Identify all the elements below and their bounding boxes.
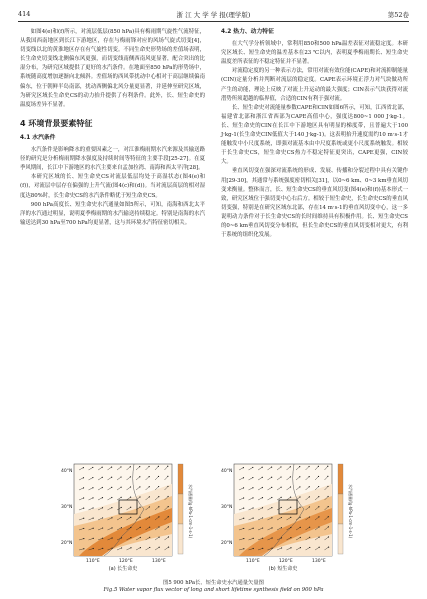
- flux-vector-arrowhead: [281, 537, 282, 538]
- flux-vector-arrowhead: [159, 547, 160, 548]
- flux-vector-arrowhead: [299, 496, 300, 497]
- flux-vector-arrowhead: [328, 546, 329, 547]
- flux-vector-arrowhead: [130, 476, 131, 477]
- flux-vector-arrowhead: [308, 466, 309, 467]
- flux-vector-arrowhead: [149, 516, 150, 517]
- flux-vector-arrowhead: [262, 527, 263, 528]
- flux-vector-arrowhead: [327, 486, 328, 487]
- flux-vector-arrowhead: [130, 547, 131, 548]
- flux-vector-arrowhead: [158, 486, 159, 487]
- flux-vector-arrowhead: [168, 536, 169, 537]
- flux-vector-arrowhead: [328, 536, 329, 537]
- flux-vector-arrowhead: [243, 467, 244, 468]
- lon-tick-label: 110°E: [246, 559, 260, 564]
- panel-long-lifetime: [60, 460, 200, 572]
- panel-label: (a) 长生命史: [108, 566, 138, 572]
- flux-vector-arrowhead: [102, 487, 103, 488]
- header-rule: [18, 21, 409, 22]
- flux-vector-arrowhead: [121, 527, 122, 528]
- flux-vector-arrowhead: [149, 537, 150, 538]
- paragraph: 如图4(e)和(f)所示，对流层低层(850 hPa)具有梅雨期气旋性气流特征，从我国西南地区到长江下游地区，存在与梅雨锋对应的风场气旋式切变[4]，切变线以北的黄淮地区存在有气旋性切变。不同生命史形势场的差值场表明，长生命史切变线北侧偏东风更强，而切变线南侧西南风更显著，配合突出的比湿分布，为研究区域提供了更好的水汽条件。在地面至850 hPa的形势场中，系统随高度增加逐渐向北倾斜。差值场的西风带扰动中心相对于高层继续偏南偏东，位于朝鲜半岛南部，扰动西侧偏北风分量更显著，并延伸至研究区域，为研究区域长生命史CS的动力抬升提供了有利条件。此外，长、短生命史的温度场差异不显著。: [20, 29, 205, 108]
- flux-vector-arrowhead: [262, 467, 263, 468]
- flux-vector-arrowhead: [102, 517, 103, 518]
- section-heading: 4 环境背景要素特征: [20, 118, 93, 128]
- flux-vector-arrowhead: [309, 537, 310, 538]
- flux-vector-arrowhead: [300, 527, 301, 528]
- flux-vector-arrowhead: [281, 507, 282, 508]
- flux-vector-arrowhead: [167, 486, 168, 487]
- flux-vector-arrowhead: [309, 547, 310, 548]
- flux-vector-arrowhead: [149, 506, 150, 507]
- flux-vector-arrowhead: [262, 487, 263, 488]
- flux-vector-arrowhead: [158, 516, 159, 517]
- flux-vector-arrowhead: [168, 506, 169, 507]
- colorbar-label: 水汽通量/(g·hPa-1·cm-1·s-1): [188, 484, 193, 539]
- flux-vector-arrowhead: [102, 497, 103, 498]
- flux-vector-arrowhead: [252, 477, 253, 478]
- colorbar-label: 水汽通量/(g·hPa-1·cm-1·s-1): [348, 484, 353, 539]
- flux-vector-arrowhead: [130, 527, 131, 528]
- flux-vector-arrowhead: [121, 507, 122, 508]
- flux-vector-arrowhead: [271, 487, 272, 488]
- flux-vector-arrowhead: [139, 496, 140, 497]
- paragraph: 900 hPa高度长、短生命史水汽通量如图5所示，可知，南海和西北太平洋的水汽通过明显，说明夏季梅雨期的水汽输送持续稳定。特别是南海的水汽输送达到30 hPa至700 hPa均更显著，这与其环境水汽特征密切相关。: [20, 201, 205, 226]
- flux-vector-arrowhead: [281, 497, 282, 498]
- flux-vector-arrowhead: [139, 486, 140, 487]
- flux-vector-arrowhead: [111, 507, 112, 508]
- flux-vector-arrowhead: [243, 538, 244, 539]
- flux-vector-arrowhead: [83, 528, 84, 529]
- flux-vector-arrowhead: [140, 527, 141, 528]
- flux-vector-arrowhead: [83, 477, 84, 478]
- lat-tick-label: 40°N: [61, 469, 73, 474]
- flux-vector-arrowhead: [243, 518, 244, 519]
- flux-vector-arrowhead: [158, 506, 159, 507]
- flux-vector-arrowhead: [140, 537, 141, 538]
- flux-vector-arrowhead: [102, 467, 103, 468]
- flux-vector-arrowhead: [327, 476, 328, 477]
- flux-vector-arrowhead: [243, 528, 244, 529]
- flux-vector-arrowhead: [92, 497, 93, 498]
- paragraph: 在大气学分析领域中，常利用850和500 hPa温差表征对流稳定度。本研究区域长、短生命史的温差基本在23 ℃以内，表明夏季梅雨期长、短生命史温度差所表征的不稳定特征并不显著。: [221, 41, 408, 66]
- flux-vector-arrowhead: [318, 526, 319, 527]
- flux-vector-arrowhead: [252, 467, 253, 468]
- flux-vector-arrowhead: [243, 508, 244, 509]
- flux-vector-arrowhead: [328, 506, 329, 507]
- flux-vector-arrowhead: [328, 516, 329, 517]
- flux-vector-arrowhead: [243, 477, 244, 478]
- flux-vector-arrowhead: [148, 466, 149, 467]
- flux-vector-arrowhead: [253, 517, 254, 518]
- left-column: [20, 28, 205, 228]
- paragraph: 垂直风切变在强深对流系统的形成、发展、传播和分裂过程中具有关键作用[29-30]，其通常与系统强度密切相关[31]，以0~6 km、0~3 km垂直风切变来衡量。整体而言，长、短生命史CS的垂直风切变(图4(e)和(f))基本形式一致，研究区域位于强切变中心右后方。相较于短生命史，长生命史CS的垂直风切变强，特别是在研究区域东北部，存在14 m·s-1的垂直风切变中心，这一多说明动力条件对于长生命史CS的长时间维持具有积极作用。长、短生命史CS的0~6 km垂直风切变分布相似，但长生命史CS的垂直风切变相对更大，有利于系统的组织化发展。: [221, 168, 408, 239]
- flux-vector-arrowhead: [318, 516, 319, 517]
- colorbar-segment: [178, 494, 183, 524]
- flux-vector-arrowhead: [318, 466, 319, 467]
- flux-vector-arrowhead: [280, 476, 281, 477]
- flux-vector-arrowhead: [309, 476, 310, 477]
- flux-vector-arrowhead: [149, 486, 150, 487]
- flux-vector-arrowhead: [271, 527, 272, 528]
- flux-vector-arrowhead: [327, 466, 328, 467]
- flux-vector-arrowhead: [121, 497, 122, 498]
- flux-vector-arrowhead: [130, 537, 131, 538]
- flux-vector-arrowhead: [243, 497, 244, 498]
- lon-tick-label: 110°E: [86, 559, 100, 564]
- flux-vector-arrowhead: [149, 547, 150, 548]
- flux-vector-arrowhead: [121, 547, 122, 548]
- flux-vector-arrowhead: [121, 517, 122, 518]
- flux-vector-arrowhead: [83, 548, 84, 549]
- lon-tick-label: 120°E: [119, 559, 133, 564]
- flux-vector-arrowhead: [121, 537, 122, 538]
- flux-vector-arrowhead: [93, 517, 94, 518]
- flux-vector-arrowhead: [92, 507, 93, 508]
- lon-tick-label: 130°E: [152, 559, 166, 564]
- flux-vector-arrowhead: [252, 487, 253, 488]
- flux-vector-arrowhead: [318, 476, 319, 477]
- flux-vector-arrowhead: [253, 548, 254, 549]
- flux-vector-arrowhead: [140, 547, 141, 548]
- flux-vector-arrowhead: [262, 507, 263, 508]
- flux-vector-arrowhead: [83, 508, 84, 509]
- colorbar-segment: [338, 494, 343, 524]
- flux-vector-arrowhead: [121, 487, 122, 488]
- flux-vector-arrowhead: [309, 486, 310, 487]
- flux-vector-arrowhead: [299, 506, 300, 507]
- flux-vector-arrowhead: [130, 497, 131, 498]
- flux-vector-arrowhead: [167, 476, 168, 477]
- flux-vector-arrowhead: [130, 517, 131, 518]
- figure-caption-en: Fig.5 Water vapor flux vector of long and short lifetime synthesis field on 900 hPa: [103, 587, 324, 593]
- flux-vector-arrowhead: [271, 517, 272, 518]
- flux-vector-arrowhead: [149, 527, 150, 528]
- flux-vector-arrowhead: [102, 548, 103, 549]
- flux-vector-arrowhead: [319, 547, 320, 548]
- paragraph: 对流稳定度的另一种表示方法，常用对流有效位能(CAPE)和对流抑制能量(CIN)定量分析并判断对流层的稳定度。CAPE表示环境正浮力对气块做功所产生的动能，理论上反映了对流上升运动的最大强度；CIN表示气块获得对流潜势所须超越的临界值，合适的CIN有利于强对流。: [221, 68, 408, 102]
- flux-vector-arrowhead: [92, 487, 93, 488]
- colorbar-segment: [178, 464, 183, 494]
- colorbar-segment: [338, 524, 343, 554]
- flux-vector-arrowhead: [168, 546, 169, 547]
- flux-vector-arrowhead: [280, 466, 281, 467]
- flux-vector-arrowhead: [111, 517, 112, 518]
- flux-vector-arrowhead: [158, 476, 159, 477]
- flux-vector-arrowhead: [93, 528, 94, 529]
- flux-vector-arrowhead: [271, 507, 272, 508]
- flux-vector-arrowhead: [92, 477, 93, 478]
- lat-tick-label: 40°N: [221, 469, 233, 474]
- flux-vector-arrowhead: [243, 548, 244, 549]
- flux-vector-arrowhead: [158, 496, 159, 497]
- flux-vector-arrowhead: [300, 537, 301, 538]
- flux-vector-arrowhead: [149, 496, 150, 497]
- flux-vector-arrowhead: [92, 467, 93, 468]
- flux-vector-arrowhead: [93, 548, 94, 549]
- flux-vector-arrowhead: [299, 466, 300, 467]
- flux-vector-arrowhead: [111, 527, 112, 528]
- flux-vector-arrowhead: [271, 537, 272, 538]
- flux-vector-arrowhead: [139, 476, 140, 477]
- flux-vector-arrowhead: [262, 477, 263, 478]
- flux-vector-arrowhead: [111, 487, 112, 488]
- flux-vector-arrowhead: [168, 526, 169, 527]
- flux-vector-arrowhead: [120, 466, 121, 467]
- flux-vector-arrowhead: [83, 487, 84, 488]
- flux-vector-arrowhead: [111, 477, 112, 478]
- flux-vector-arrowhead: [309, 527, 310, 528]
- flux-vector-arrowhead: [290, 507, 291, 508]
- lat-tick-label: 20°N: [61, 541, 73, 546]
- panel-label: (b) 短生命史: [268, 566, 298, 572]
- flux-vector-arrowhead: [139, 506, 140, 507]
- flux-vector-arrowhead: [149, 476, 150, 477]
- flux-vector-arrowhead: [112, 548, 113, 549]
- volume-label: 第52卷: [387, 11, 409, 19]
- flux-vector-arrowhead: [262, 538, 263, 539]
- flux-vector-arrowhead: [130, 486, 131, 487]
- lat-tick-label: 20°N: [221, 541, 233, 546]
- flux-vector-arrowhead: [253, 528, 254, 529]
- flux-vector-arrowhead: [299, 476, 300, 477]
- flux-vector-arrowhead: [102, 477, 103, 478]
- flux-vector-arrowhead: [290, 547, 291, 548]
- lon-tick-label: 130°E: [312, 559, 326, 564]
- paragraph: 本研究区域的长、短生命史CS对流层低层均处于高湿状态(图4(e)和(f))，对流层中层存在偏强的上升气流(图4(c)和(d))。当对流层高层的相对湿度达80%时，长生命史CS的水汽条件略优于短生命史CS。: [20, 174, 205, 199]
- flux-vector-arrowhead: [167, 466, 168, 467]
- flux-vector-arrowhead: [299, 486, 300, 487]
- subsection-heading: 4.2 热力、动力特征: [221, 29, 274, 35]
- flux-vector-arrowhead: [130, 507, 131, 508]
- flux-vector-arrowhead: [318, 486, 319, 487]
- flux-vector-arrowhead: [290, 486, 291, 487]
- lat-tick-label: 30°N: [221, 505, 233, 510]
- flux-vector-arrowhead: [102, 538, 103, 539]
- flux-vector-arrowhead: [309, 516, 310, 517]
- lon-tick-label: 120°E: [279, 559, 293, 564]
- page-number: 414: [18, 10, 31, 18]
- flux-vector-arrowhead: [140, 517, 141, 518]
- flux-vector-arrowhead: [111, 466, 112, 467]
- flux-vector-arrowhead: [83, 497, 84, 498]
- flux-vector-arrowhead: [328, 526, 329, 527]
- flux-vector-arrowhead: [252, 497, 253, 498]
- flux-vector-arrowhead: [158, 537, 159, 538]
- flux-vector-arrowhead: [262, 517, 263, 518]
- flux-vector-arrowhead: [281, 517, 282, 518]
- flux-vector-arrowhead: [158, 526, 159, 527]
- flux-vector-arrowhead: [102, 507, 103, 508]
- paragraph: 水汽条件是影响降水的重要因素之一，对江淮梅雨期水汽来源及其输送路径的研究是分析梅雨期降水强度及持续时间等特征的主要手段[25-27]。在夏季风期间，长江中下游地区的水汽主要来自孟加拉湾、南海和西太平洋[28]。: [20, 147, 205, 172]
- flux-vector-arrowhead: [290, 466, 291, 467]
- flux-vector-arrowhead: [290, 527, 291, 528]
- flux-vector-arrowhead: [318, 537, 319, 538]
- flux-vector-arrowhead: [327, 496, 328, 497]
- flux-vector-arrowhead: [271, 477, 272, 478]
- paragraph: 长、短生命史对流能量参数CAPE和CIN如图6所示，可知，江西省北部，福建省北部和浙江省西部为CAPE高值中心，强度达800~1 000 J·kg-1。长、短生命史的CIN在长江中下游地区具有明显的梯度带，且普遍大于100 J·kg-1(长生命史CIN低值大于140 J·kg-1)。这表明抬升速度需约10 m·s-1才能触发中小尺度系统，即强对流基本由中尺度系统或更小尺度系统触发。相较于长生命史CS，短生命史CS热力不稳定特征更突出，CAPE更强，CIN较大。: [221, 104, 408, 166]
- flux-vector-arrowhead: [281, 527, 282, 528]
- flux-vector-arrowhead: [120, 476, 121, 477]
- flux-vector-arrowhead: [300, 517, 301, 518]
- flux-vector-arrowhead: [102, 527, 103, 528]
- figure-caption-cn: 图5 900 hPa长、短生命史水汽通量矢量图: [163, 580, 264, 586]
- flux-vector-arrowhead: [300, 547, 301, 548]
- flux-vector-arrowhead: [252, 507, 253, 508]
- journal-title: 浙 江 大 学 学 报(理学版): [176, 11, 251, 19]
- right-column: [221, 28, 408, 240]
- flux-vector-arrowhead: [318, 496, 319, 497]
- flux-vector-arrowhead: [262, 548, 263, 549]
- flux-vector-arrowhead: [167, 496, 168, 497]
- flux-vector-arrowhead: [271, 497, 272, 498]
- flux-vector-arrowhead: [262, 497, 263, 498]
- flux-vector-arrowhead: [130, 466, 131, 467]
- flux-vector-arrowhead: [281, 547, 282, 548]
- colorbar-segment: [338, 464, 343, 494]
- flux-vector-arrowhead: [93, 538, 94, 539]
- panel-short-lifetime: [220, 460, 360, 572]
- flux-vector-arrowhead: [272, 548, 273, 549]
- flux-vector-arrowhead: [243, 487, 244, 488]
- flux-vector-arrowhead: [290, 476, 291, 477]
- flux-vector-arrowhead: [158, 466, 159, 467]
- flux-vector-arrowhead: [290, 497, 291, 498]
- flux-vector-arrowhead: [83, 538, 84, 539]
- flux-vector-arrowhead: [139, 466, 140, 467]
- flux-vector-arrowhead: [253, 538, 254, 539]
- flux-vector-arrowhead: [111, 537, 112, 538]
- flux-vector-arrowhead: [290, 537, 291, 538]
- flux-vector-arrowhead: [309, 496, 310, 497]
- flux-vector-arrowhead: [168, 516, 169, 517]
- flux-vector-arrowhead: [281, 487, 282, 488]
- figure-5: [60, 460, 370, 578]
- flux-vector-arrowhead: [271, 466, 272, 467]
- flux-vector-arrowhead: [83, 467, 84, 468]
- flux-vector-arrowhead: [83, 518, 84, 519]
- flux-vector-arrowhead: [318, 506, 319, 507]
- lat-tick-label: 30°N: [61, 505, 73, 510]
- flux-vector-arrowhead: [290, 517, 291, 518]
- colorbar-segment: [178, 524, 183, 554]
- subsection-heading: 4.1 水汽条件: [20, 134, 56, 141]
- flux-vector-arrowhead: [309, 506, 310, 507]
- flux-vector-arrowhead: [111, 497, 112, 498]
